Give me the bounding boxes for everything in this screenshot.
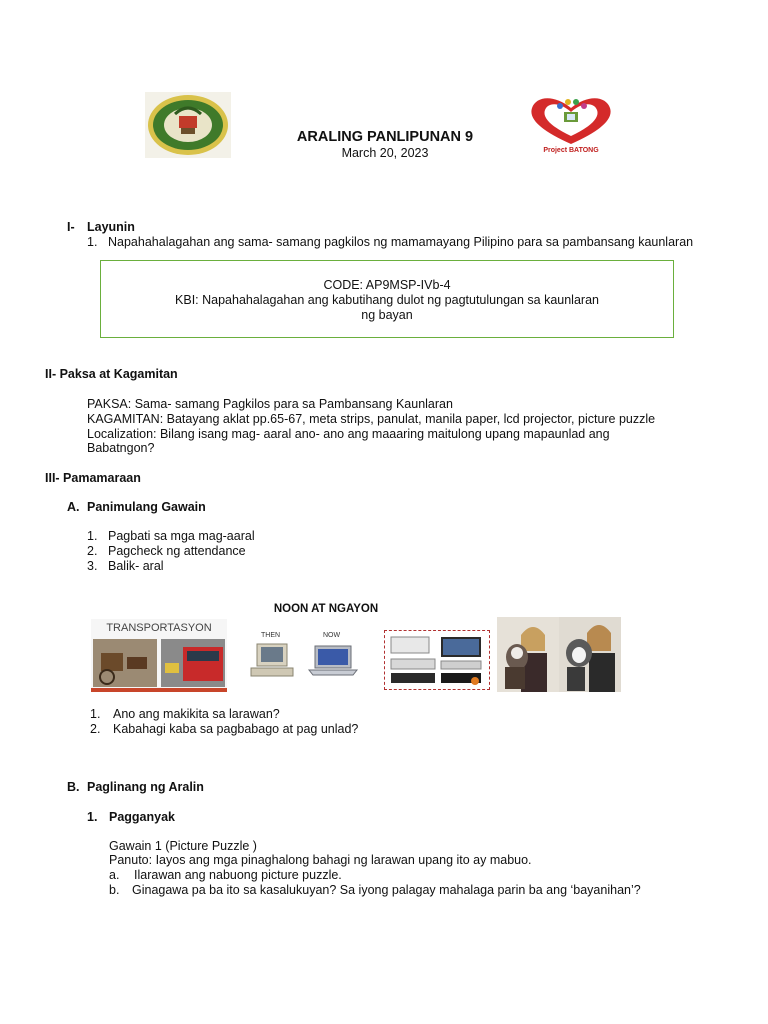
kbi-line-1: KBI: Napahahalagahan ang kabutihang dulot ng pagtutulungan sa kaunlaran — [175, 293, 599, 307]
page-title: ARALING PANLIPUNAN 9 — [296, 129, 474, 145]
section3-heading: III- Pamamaraan — [45, 471, 141, 485]
subB-sub1-num: 1. — [87, 810, 98, 824]
kagamitan-line: KAGAMITAN: Batayang aklat pp.65-67, meta strips, panulat, manila paper, lcd projector, picture puzzle — [87, 412, 656, 426]
localization-line-2: Babatngon? — [87, 441, 155, 455]
subB-item-num: b. — [109, 883, 120, 897]
appliances-image — [384, 630, 490, 690]
subB-item-text: Ginagawa pa ba ito sa kasalukuyan? Sa iyong palagay mahalaga parin ba ang ‘bayanihan’? — [132, 883, 641, 897]
section1-heading: Layunin — [87, 220, 135, 234]
woman-dog-photo-right — [559, 617, 621, 692]
section1-item-text: Napahahalagahan ang sama- samang pagkilos ng mamamayang Pilipino para sa pambansang kaunlaran — [108, 235, 694, 249]
question-num: 1. — [90, 707, 101, 721]
subA-item-text: Pagbati sa mga mag-aaral — [108, 529, 255, 543]
kbi-line-2: ng bayan — [361, 308, 413, 322]
project-batong-logo — [524, 92, 618, 158]
gawain-line: Gawain 1 (Picture Puzzle ) — [109, 839, 257, 853]
subB-item-num: a. — [109, 868, 120, 882]
then-now-computer-image — [249, 630, 363, 682]
section1-item-num: 1. — [87, 235, 98, 249]
subA-item-text: Pagcheck ng attendance — [108, 544, 246, 558]
subB-sub1-heading: Pagganyak — [109, 810, 176, 824]
subA-heading: Panimulang Gawain — [87, 500, 206, 514]
then-label: THEN — [261, 632, 281, 639]
school-seal-logo — [145, 92, 231, 158]
woman-dog-photo-left — [497, 617, 559, 692]
code-line: CODE: AP9MSP-IVb-4 — [323, 278, 451, 292]
subB-heading: Paglinang ng Aralin — [87, 780, 204, 794]
question-text: Kabahagi kaba sa pagbabago at pag unlad? — [113, 722, 359, 736]
page-date: March 20, 2023 — [341, 146, 429, 160]
question-text: Ano ang makikita sa larawan? — [113, 707, 280, 721]
subA-item-num: 3. — [87, 559, 98, 573]
subB-letter: B. — [67, 780, 80, 794]
transportasyon-image — [91, 619, 227, 692]
transportasyon-label: TRANSPORTASYON — [106, 622, 212, 634]
section2-heading: II- Paksa at Kagamitan — [45, 367, 178, 381]
localization-line-1: Localization: Bilang isang mag- aaral ano- ano ang maaaring maitulong upang mapaunlad ang — [87, 427, 610, 441]
subB-item-text: Ilarawan ang nabuong picture puzzle. — [134, 868, 342, 882]
noon-at-ngayon-title: NOON AT NGAYON — [273, 603, 379, 615]
paksa-line: PAKSA: Sama- samang Pagkilos para sa Pambansang Kaunlaran — [87, 397, 453, 411]
question-num: 2. — [90, 722, 101, 736]
subA-item-num: 1. — [87, 529, 98, 543]
subA-letter: A. — [67, 500, 80, 514]
subA-item-num: 2. — [87, 544, 98, 558]
section1-number: I- — [67, 220, 75, 234]
subA-item-text: Balik- aral — [108, 559, 164, 573]
project-batong-caption: Project BATONG — [543, 147, 599, 154]
now-label: NOW — [323, 632, 341, 639]
panuto-line: Panuto: Iayos ang mga pinaghalong bahagi ng larawan upang ito ay mabuo. — [109, 853, 532, 867]
